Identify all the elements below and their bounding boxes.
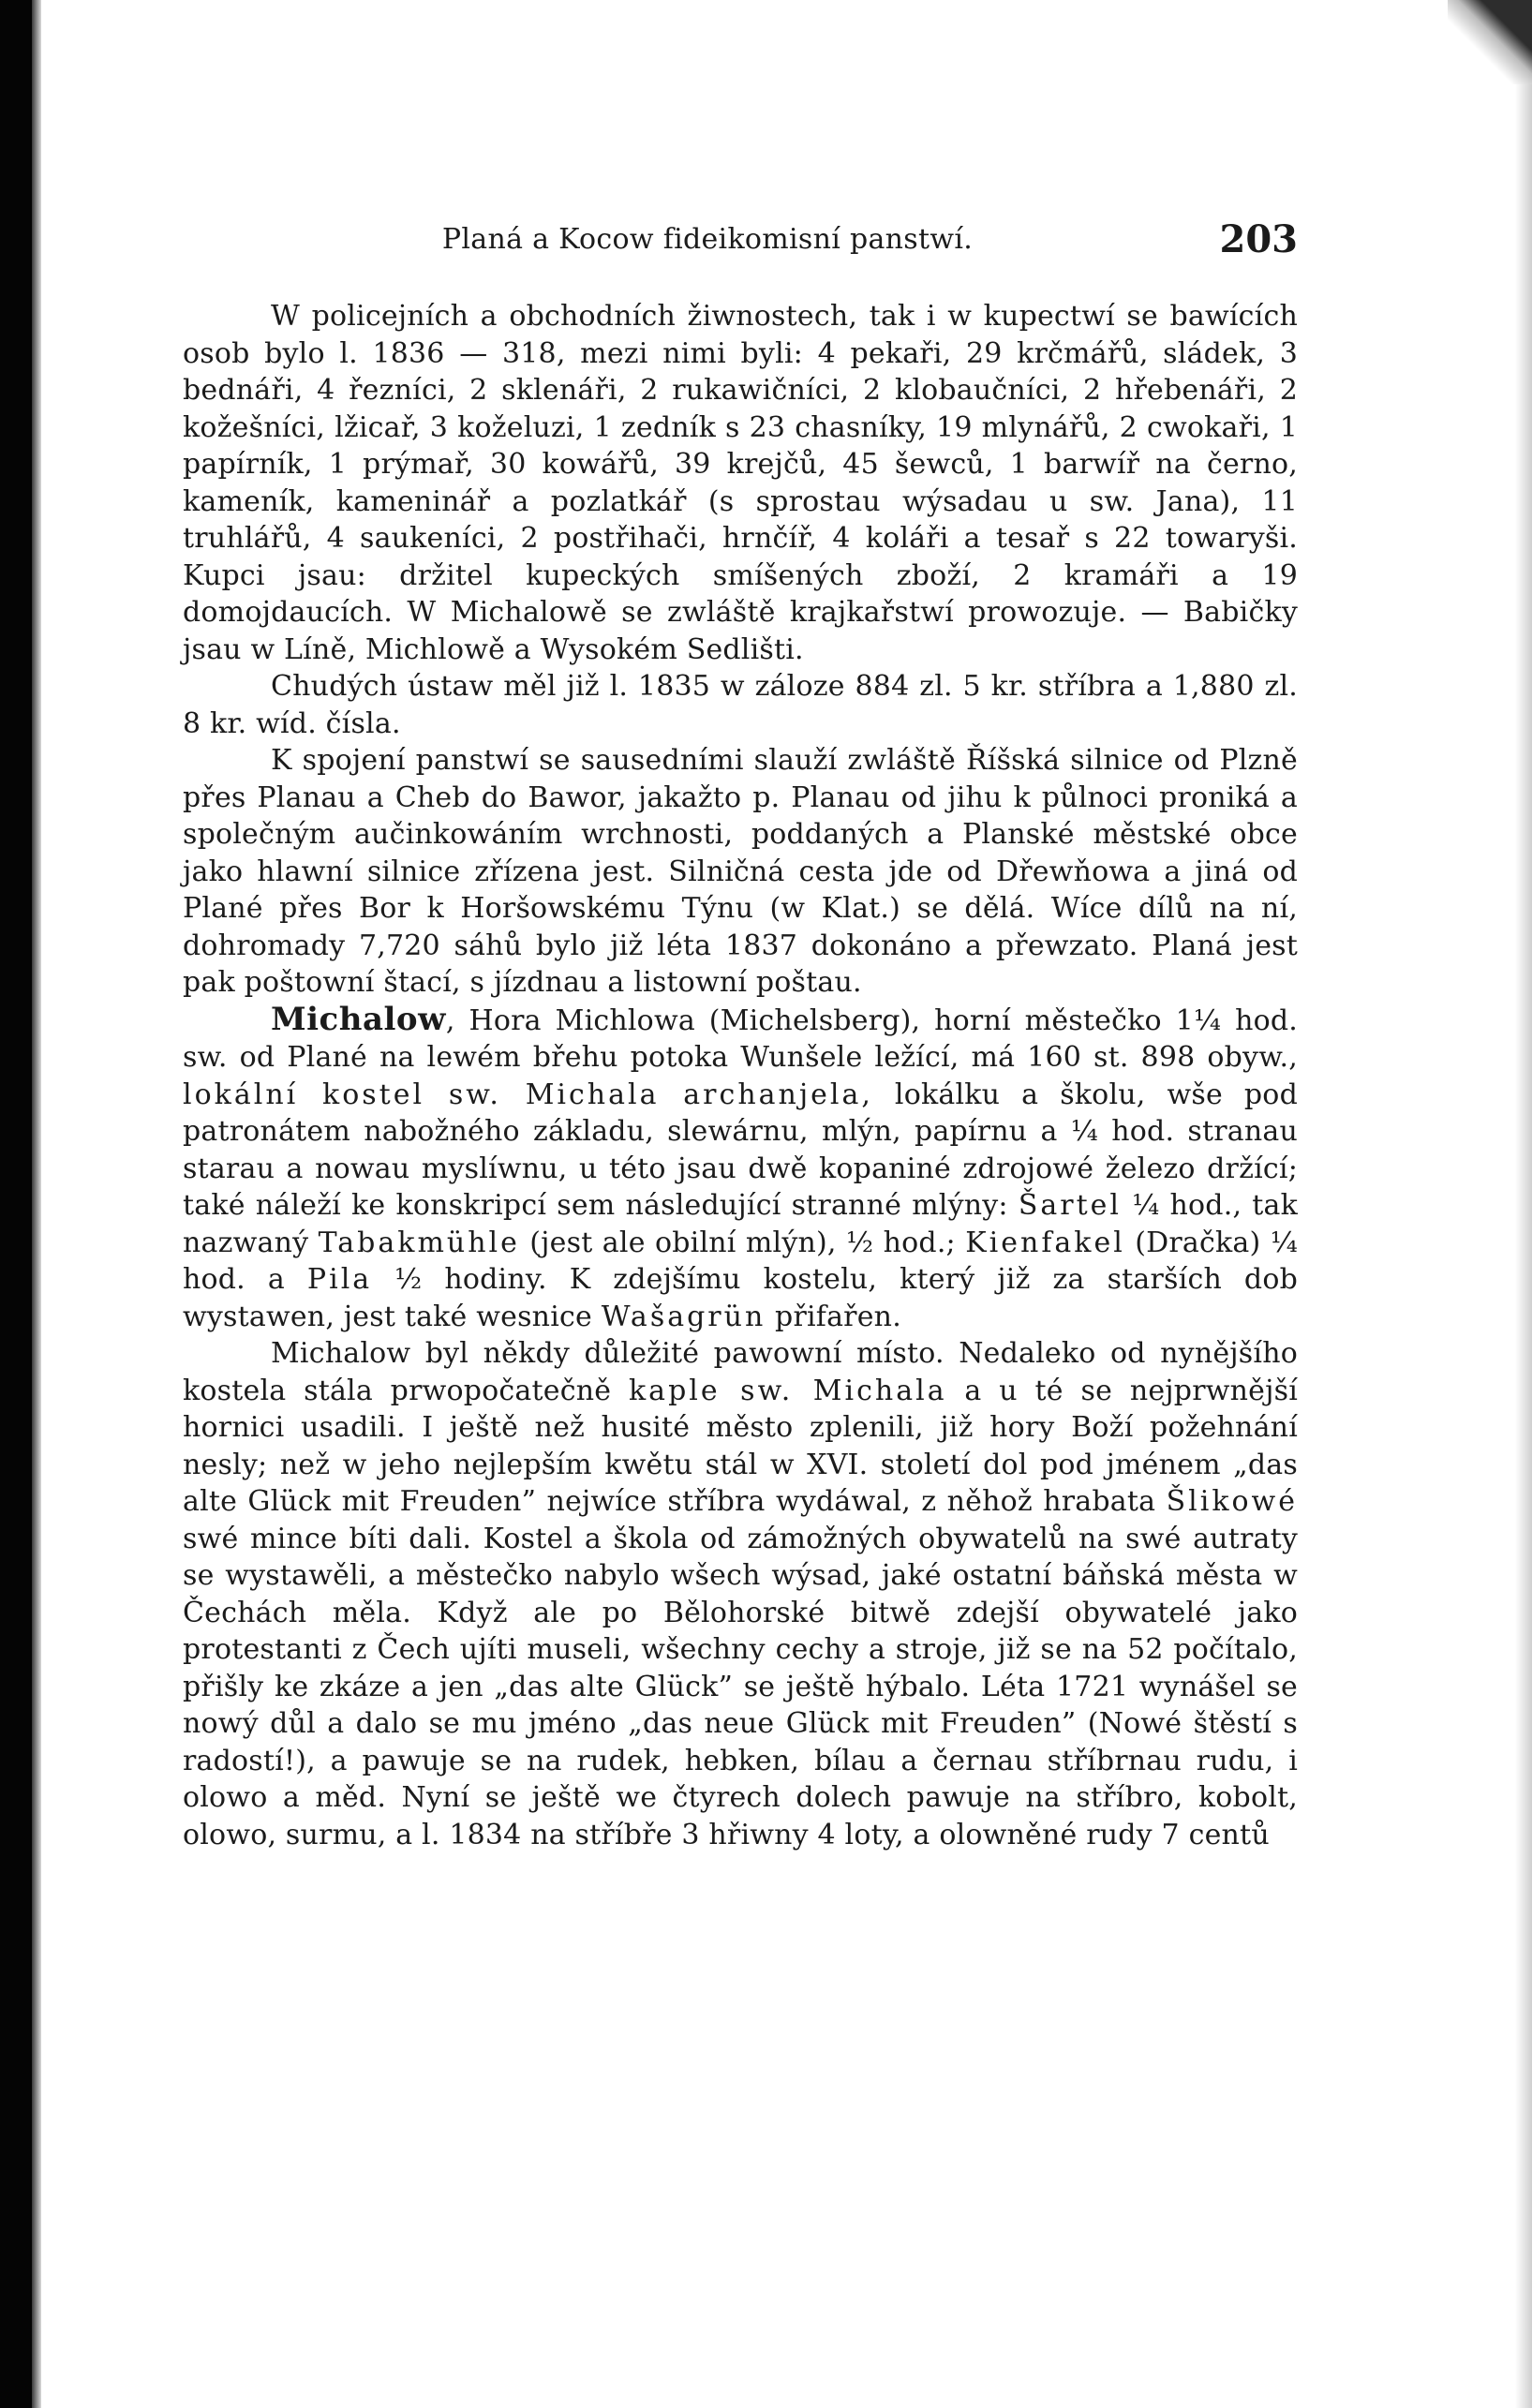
scan-right-shadow (1515, 84, 1532, 2408)
text-run: lokálku a školu, wše pod patronátem nabožného základu, slewárnu, mlýn, papírnu a ¼ hod. stranau starau a nowau myslíwnu, u této jsau dwě kopaniné zdrojowé železo držící; také náleží ke konskripcí sem následující stranné mlýny: (183, 1078, 1298, 1222)
paragraph-history (183, 1335, 1298, 1853)
spaced-text: Pila (306, 1263, 373, 1296)
scan-edge-gradient (32, 0, 41, 2408)
entry-title-michalow: Michalow (271, 1000, 446, 1038)
scan-page-corner (1448, 0, 1532, 84)
spaced-text: Šartel (1018, 1189, 1123, 1222)
paragraph-roads: K spojení panstwí se sausedními slauží zwláště Říšská silnice od Plzně přes Planau a Cheb do Bawor, jakažto p. Planau od jihu k půlnoci proniká a společným aučinkowáním wrchnosti, poddaných a Planské městské obce jako hlawní silnice zřízena jest. Silničná cesta jde od Dřewňowa a jiná od Plané přes Bor k Horšowskému Týnu (w Klat.) se dělá. Wíce dílů na ní, dohromady 7,720 sáhů bylo již léta 1837 dokonáno a přewzato. Planá jest pak poštowní štací, s jízdnau a listowní poštau. (183, 744, 1298, 999)
spaced-text: Wašagrün (601, 1300, 766, 1333)
body-text (183, 298, 1298, 1853)
text-run: ¼ hod., tak nazwaný (183, 1189, 1298, 1259)
text-run: ½ hodiny. K zdejšímu kostelu, který již za starších dob wystawen, jest také wesnice (183, 1263, 1298, 1333)
text-run: , Hora Michlowa (Michelsberg), horní městečko 1¼ hod. sw. od Plané na lewém břehu potoka Wunšele ležící, má 160 st. 898 obyw., (183, 1003, 1298, 1074)
text-run: (Dračka) ¼ hod. a (183, 1226, 1298, 1296)
text-run: swé mince bíti dali. Kostel a škola od zámožných obywatelů na swé autraty se wystawěli, a městečko nabylo wšech wýsad, jaké ostatní báňská města w Čechách měla. Když ale po Bělohorské bitwě zdejší obywatelé jako protestanti z Čech ujíti museli, wšechny cechy a stroje, již se na 52 počítalo, přišly ke zkáze a jen „das alte Glück” se ještě hýbalo. Léta 1721 wynášel se nowý důl a dalo se mu jméno „das neue Glück mit Freuden” (Nowé štěstí s radostí!), a pawuje se na rudek, hebken, bílau a černau stříbrnau rudu, i olowo a měd. Nyní se ještě we čtyrech dolech pawuje na stříbro, kobolt, olowo, surmu, a l. 1834 na stříbře 3 hřiwny 4 loty, a olowněné rudy 7 centů (183, 1522, 1298, 1851)
spaced-text: kaple sw. Michala (629, 1374, 947, 1407)
spaced-text: Tabakmühle (318, 1226, 520, 1259)
text-run: přifařen. (775, 1300, 901, 1333)
spaced-text: lokální kostel sw. Michala archanjela, (183, 1078, 873, 1111)
paragraph-michalow (183, 1002, 1298, 1336)
text-run: (jest ale obilní mlýn), ½ hod.; (529, 1226, 956, 1259)
page-header (183, 217, 1298, 274)
spaced-text: Šlikowé (1166, 1485, 1298, 1518)
scan-dark-edge (0, 0, 32, 2408)
paragraph-poor-fund: Chudých ústaw měl již l. 1835 w záloze 884 zl. 5 kr. stříbra a 1,880 zl. 8 kr. wíd. čísla. (183, 670, 1298, 740)
paragraph-trades: W policejních a obchodních žiwnostech, tak i w kupectwí se bawících osob bylo l. 1836 — 318, mezi nimi byli: 4 pekaři, 29 krčmářů, sládek, 3 bednáři, 4 řezníci, 2 sklenáři, 2 rukawičníci, 2 klobaučníci, 2 hřebenáři, 2 kožešníci, lžicař, 3 koželuzi, 1 zedník s 23 chasníky, 19 mlynářů, 2 cwokaři, 1 papírník, 1 prýmař, 30 kowářů, 39 krejčů, 45 šewců, 1 barwíř na černo, kameník, kameninář a pozlatkář (s sprostau wýsadau u sw. Jana), 11 truhlářů, 4 saukeníci, 2 postřihači, hrnčíř, 4 koláři a tesař s 22 towaryši. Kupci jsau: držitel kupeckých smíšených zboží, 2 kramáři a 19 domojdaucích. W Michalowě se zwláště krajkařstwí prowozuje. — Babičky jsau w Líně, Michlowě a Wysokém Sedlišti. (183, 300, 1298, 666)
spaced-text: Kienfakel (965, 1226, 1125, 1259)
text-run: Michalow byl někdy důležité pawowní místo. Nedaleko od nynějšího kostela stála prwopočatečně (183, 1337, 1298, 1407)
running-head: Planá a Kocow fideikomisní panstwí. (441, 223, 974, 256)
page-number: 203 (1219, 217, 1298, 261)
text-run: a u té se nejprwnější hornici usadili. I ještě než husité město zplenili, již hory Boží požehnání nesly; než w jeho nejlepším kwětu stál w XVI. století dol pod jménem „das alte Glück mit Freuden” nejwíce stříbra wydáwal, z něhož hrabata (183, 1374, 1299, 1518)
